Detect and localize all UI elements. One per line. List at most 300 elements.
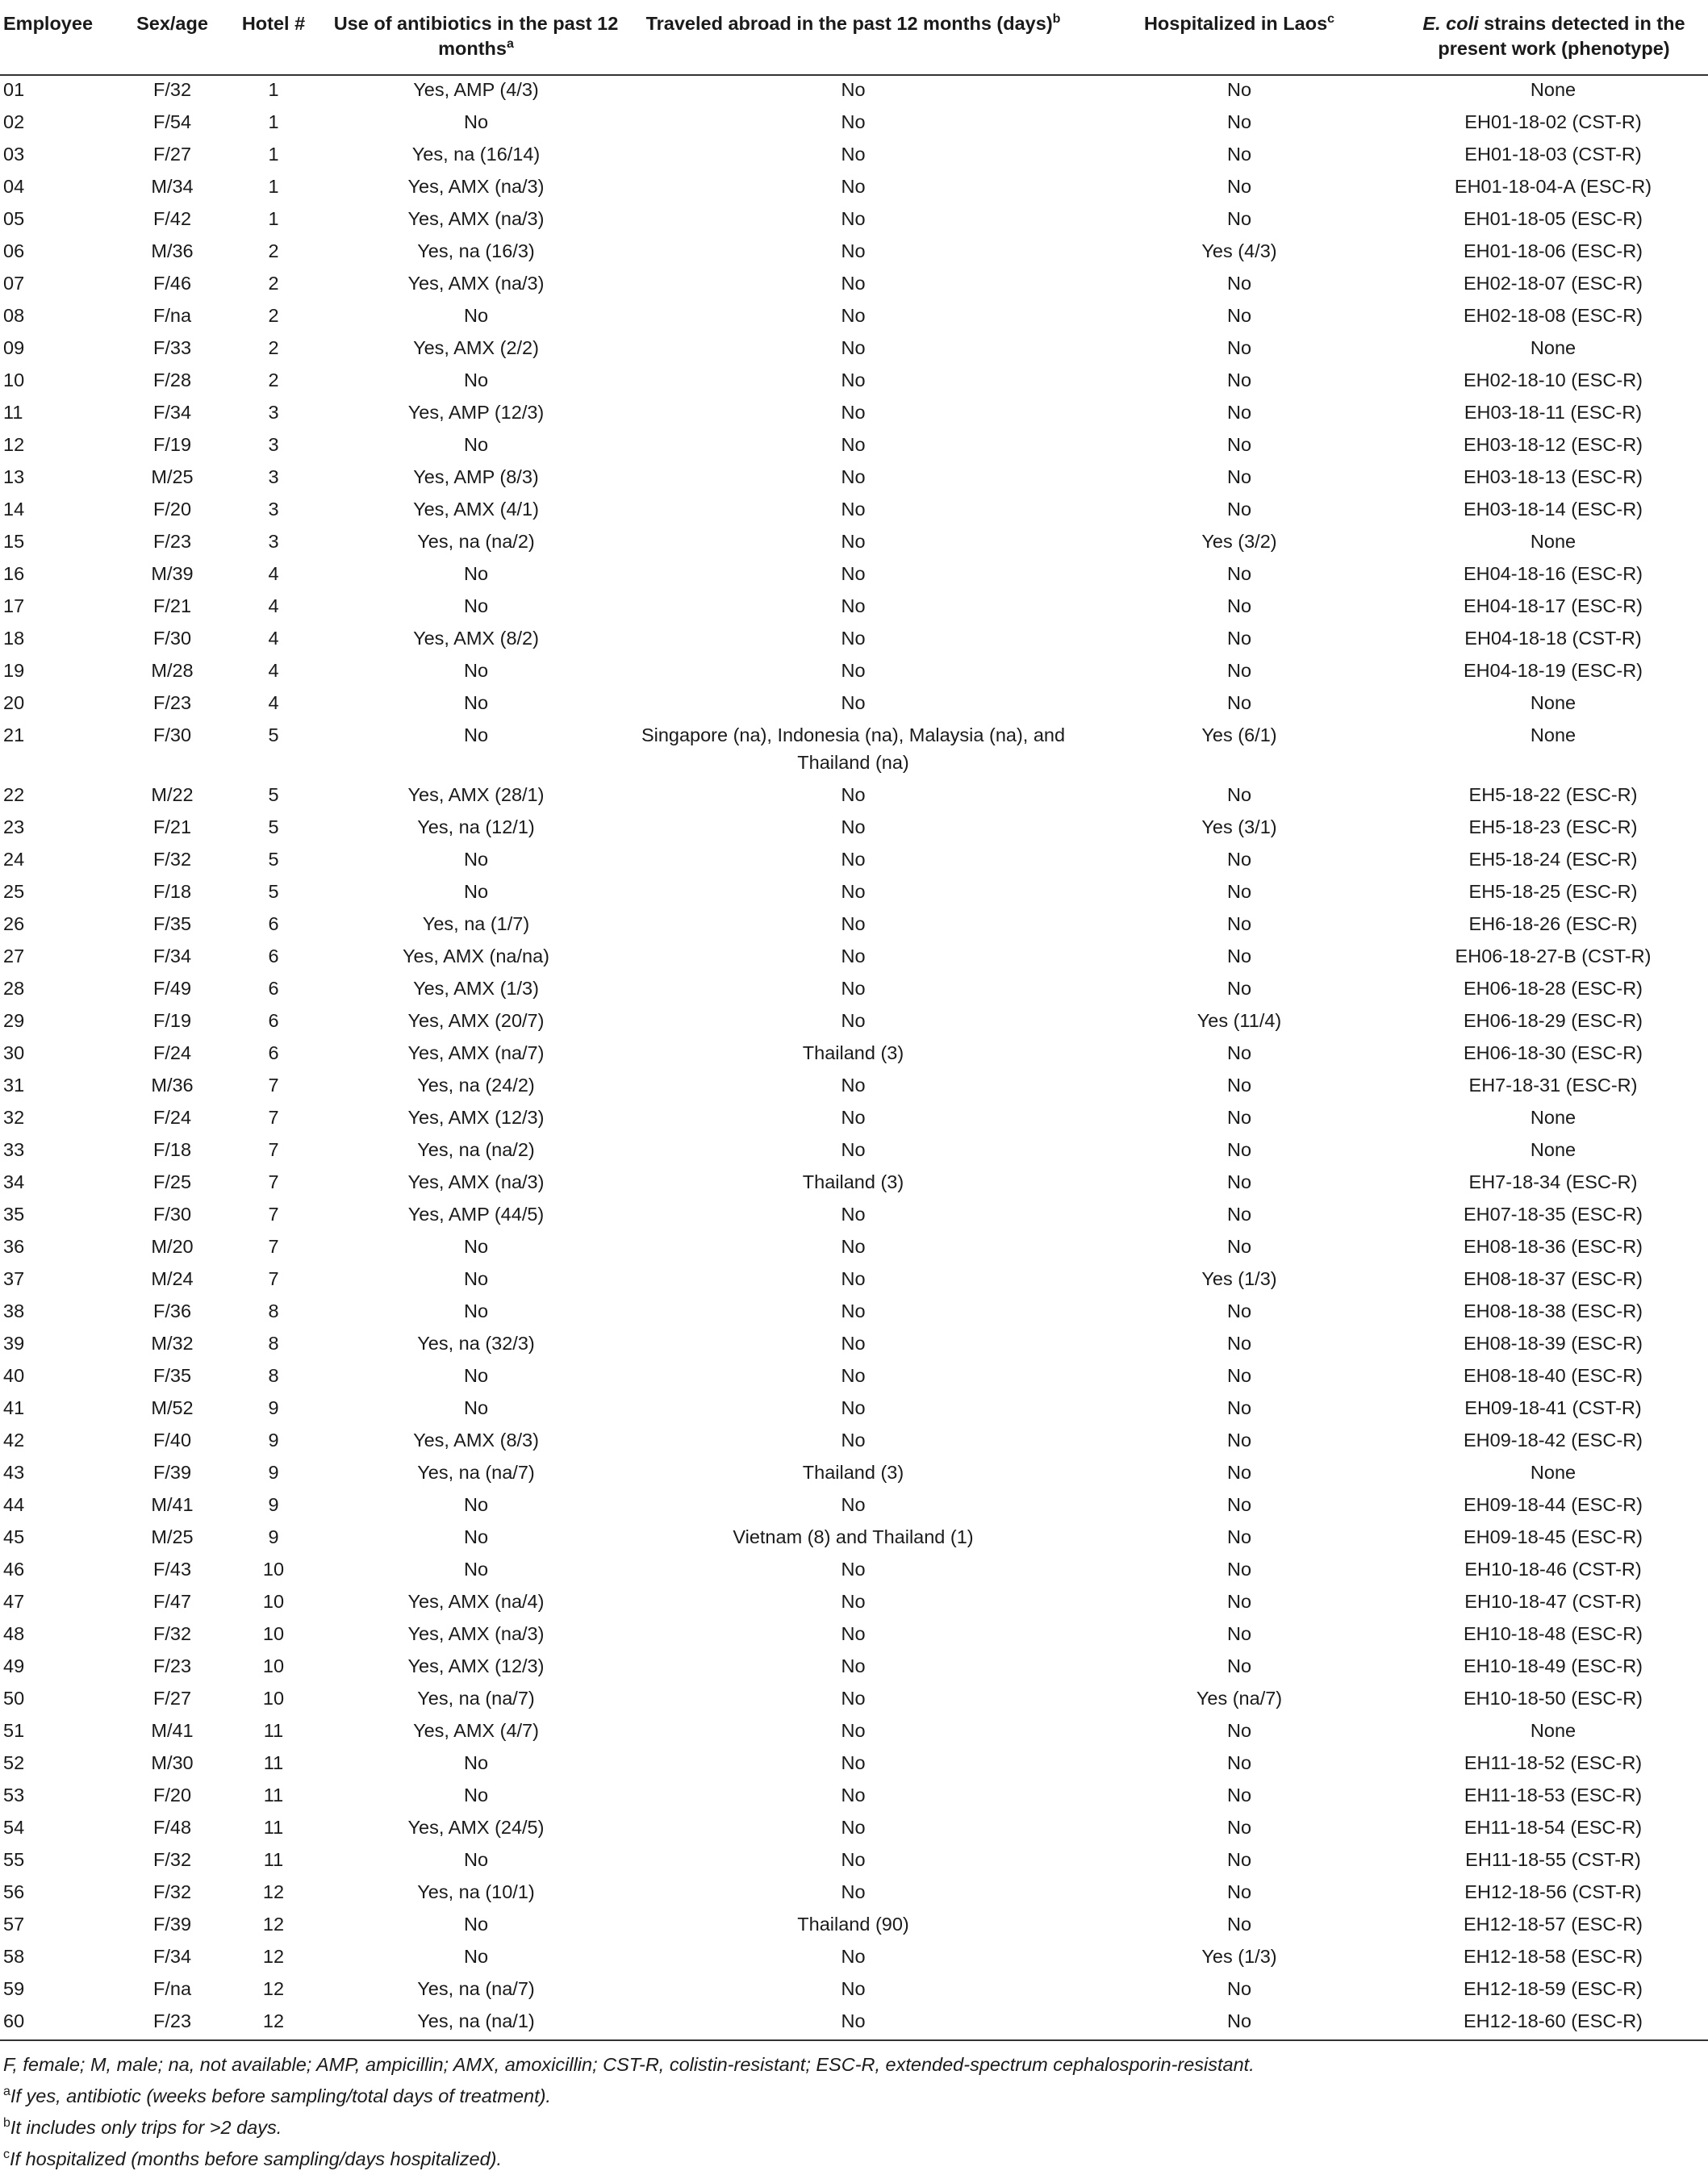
hotel-cell: 6 (268, 913, 279, 934)
table-row (0, 366, 1708, 399)
hospitalized-cell: No (1226, 434, 1252, 455)
travel-cell: No (841, 1397, 866, 1418)
strains-cell: EH11-18-53 (ESC-R) (1464, 1785, 1643, 1806)
sex-age-cell: M/32 (151, 1333, 194, 1354)
table-row (0, 1136, 1708, 1168)
table-row (0, 1684, 1708, 1717)
strains-cell: EH01-18-04-A (ESC-R) (1454, 176, 1652, 197)
strains-cell: EH03-18-11 (ESC-R) (1464, 402, 1643, 423)
sex-age-cell: F/39 (152, 1914, 192, 1935)
hospitalized-cell: No (1226, 305, 1252, 326)
table-row (0, 334, 1708, 366)
employee-cell: 40 (3, 1365, 25, 1386)
employee-cell: 11 (3, 402, 23, 423)
sex-age-cell: F/21 (152, 816, 192, 837)
travel-cell: No (841, 273, 866, 294)
hospitalized-cell: No (1226, 1365, 1252, 1386)
header-strains: E. coli strains detected in the present work (phenotype) (1397, 3, 1708, 75)
antibiotics-cell: No (463, 1236, 489, 1257)
travel-cell: No (841, 1075, 866, 1096)
strains-cell: None (1530, 1462, 1576, 1483)
header-employee: Employee (0, 3, 125, 75)
employee-cell: 44 (3, 1494, 25, 1515)
antibiotics-cell: Yes, AMP (12/3) (407, 402, 545, 423)
strains-cell: EH09-18-41 (CST-R) (1464, 1397, 1642, 1418)
hotel-cell: 8 (268, 1300, 279, 1321)
table-row (0, 431, 1708, 463)
employee-cell: 08 (3, 305, 25, 326)
travel-cell: No (841, 1946, 866, 1967)
table-row (0, 910, 1708, 942)
employee-cell: 43 (3, 1462, 25, 1483)
employee-cell: 37 (3, 1268, 25, 1289)
antibiotics-cell: No (463, 660, 489, 681)
hospitalized-cell: Yes (1/3) (1201, 1268, 1277, 1289)
hospitalized-cell: No (1226, 1623, 1252, 1644)
strains-cell: EH5-18-22 (ESC-R) (1468, 784, 1638, 805)
table-row (0, 1071, 1708, 1104)
antibiotics-cell: Yes, AMX (na/3) (407, 273, 545, 294)
hospitalized-cell: No (1226, 499, 1252, 520)
travel-cell: No (841, 1849, 866, 1870)
sex-age-cell: F/28 (152, 369, 192, 390)
employee-cell: 47 (3, 1591, 25, 1612)
table-row (0, 302, 1708, 334)
strains-cell: EH03-18-13 (ESC-R) (1463, 466, 1643, 487)
employee-cell: 22 (3, 784, 25, 805)
sex-age-cell: F/43 (152, 1559, 192, 1580)
sex-age-cell: M/28 (151, 660, 194, 681)
header-sex-age: Sex/age (125, 3, 219, 75)
antibiotics-cell: Yes, na (na/7) (417, 1688, 535, 1709)
strains-cell: EH02-18-10 (ESC-R) (1463, 369, 1643, 390)
sex-age-cell: F/23 (125, 2007, 219, 2040)
antibiotics-cell: Yes, AMX (20/7) (407, 1010, 545, 1031)
sex-age-cell: F/19 (152, 434, 192, 455)
antibiotics-cell: Yes, AMX (12/3) (407, 1107, 545, 1128)
table-row (0, 75, 1708, 108)
employee-cell: 56 (3, 1881, 25, 1902)
employee-cell: 54 (3, 1817, 25, 1838)
antibiotics-cell: Yes, na (24/2) (417, 1075, 535, 1096)
hospitalized-cell: No (1226, 208, 1252, 229)
strains-cell: EH02-18-07 (ESC-R) (1463, 273, 1643, 294)
hospitalized-cell: No (1226, 1139, 1252, 1160)
hotel-cell: 5 (268, 724, 279, 745)
strains-cell: None (1530, 692, 1576, 713)
hospitalized-cell: Yes (na/7) (1196, 1688, 1283, 1709)
sex-age-cell: F/24 (152, 1107, 192, 1128)
employee-cell: 57 (3, 1914, 25, 1935)
antibiotics-cell: Yes, AMX (na/na) (402, 946, 549, 966)
antibiotics-cell: Yes, na (16/14) (411, 144, 541, 165)
hotel-cell: 1 (268, 208, 279, 229)
strains-cell: EH11-18-54 (ESC-R) (1464, 1817, 1643, 1838)
hotel-cell: 4 (268, 595, 279, 616)
employee-cell: 23 (3, 816, 25, 837)
table-row (0, 942, 1708, 975)
hotel-cell: 12 (262, 1881, 285, 1902)
table-row (0, 1620, 1708, 1652)
sex-age-cell: F/27 (152, 1688, 192, 1709)
hospitalized-cell: Yes (3/2) (1201, 531, 1277, 552)
table-row (0, 1846, 1708, 1878)
travel-cell: No (841, 563, 866, 584)
table-row (0, 1394, 1708, 1426)
sex-age-cell: M/30 (151, 1752, 194, 1773)
table-row (0, 1910, 1708, 1943)
strains-cell: EH06-18-28 (ESC-R) (1463, 978, 1643, 999)
hospitalized-cell: No (1226, 1785, 1252, 1806)
employee-cell: 14 (3, 499, 25, 520)
antibiotics-cell: Yes, AMX (24/5) (407, 1817, 545, 1838)
sex-age-cell: M/22 (151, 784, 194, 805)
hotel-cell: 1 (268, 111, 279, 132)
footnote-mark-c: c (1327, 12, 1335, 27)
hospitalized-cell: No (1226, 1591, 1252, 1612)
employee-cell: 55 (3, 1849, 25, 1870)
antibiotics-cell: Yes, AMX (na/3) (407, 176, 545, 197)
hospitalized-cell: No (1226, 1107, 1252, 1128)
travel-cell: No (841, 337, 866, 358)
travel-cell: No (841, 628, 866, 649)
table-row (0, 657, 1708, 689)
hospitalized-cell: No (1226, 1559, 1252, 1580)
footnote-mark-a: a (506, 37, 514, 52)
table-row (0, 1426, 1708, 1459)
sex-age-cell: F/20 (152, 499, 192, 520)
antibiotics-cell: No (463, 1397, 489, 1418)
footnote-b: $^b$It includes only trips for >2 days. (3, 2116, 282, 2138)
hospitalized-cell: No (1226, 176, 1252, 197)
antibiotics-cell: Yes, AMX (4/7) (413, 1720, 539, 1741)
antibiotics-cell: No (463, 1526, 489, 1547)
table-row (0, 1814, 1708, 1846)
strains-cell: EH11-18-52 (ESC-R) (1464, 1752, 1643, 1773)
table-row (0, 1168, 1708, 1200)
employee-cell: 09 (3, 337, 25, 358)
employee-cell: 53 (3, 1785, 25, 1806)
travel-cell: No (841, 595, 866, 616)
hotel-cell: 4 (268, 628, 279, 649)
hospitalized-cell: No (1226, 1881, 1252, 1902)
strains-cell: EH12-18-60 (ESC-R) (1397, 2007, 1708, 2040)
employee-cell: 27 (3, 946, 25, 966)
employee-cell: 38 (3, 1300, 25, 1321)
employee-cell: 13 (3, 466, 25, 487)
hotel-cell: 7 (268, 1075, 279, 1096)
hospitalized-cell: Yes (1/3) (1201, 1946, 1277, 1967)
employee-cell: 45 (3, 1526, 25, 1547)
sex-age-cell: M/36 (151, 240, 194, 261)
table-row (0, 1523, 1708, 1555)
hospitalized-cell: No (1226, 402, 1252, 423)
hotel-cell: 4 (268, 660, 279, 681)
hospitalized-cell: No (1226, 1397, 1252, 1418)
strains-cell: EH03-18-12 (ESC-R) (1463, 434, 1643, 455)
hospitalized-cell: No (1226, 1042, 1252, 1063)
sex-age-cell: F/36 (152, 1300, 192, 1321)
hotel-cell: 6 (268, 1010, 279, 1031)
antibiotics-cell: No (463, 1494, 489, 1515)
travel-cell: No (841, 208, 866, 229)
hospitalized-cell: No (1226, 563, 1252, 584)
sex-age-cell: F/54 (152, 111, 192, 132)
strains-cell: EH06-18-30 (ESC-R) (1463, 1042, 1643, 1063)
travel-cell: No (841, 1591, 866, 1612)
strains-cell: EH10-18-50 (ESC-R) (1463, 1688, 1643, 1709)
employee-cell: 04 (3, 176, 25, 197)
strains-cell: None (1530, 337, 1576, 358)
table-row (0, 1878, 1708, 1910)
strains-cell: None (1530, 724, 1576, 745)
antibiotics-cell: Yes, AMP (44/5) (407, 1204, 545, 1225)
strains-cell: EH10-18-47 (CST-R) (1464, 1591, 1642, 1612)
table-row (0, 624, 1708, 657)
antibiotics-cell: No (463, 1785, 489, 1806)
travel-cell: No (841, 1494, 866, 1515)
travel-cell: No (841, 240, 866, 261)
travel-cell: No (841, 1623, 866, 1644)
table-row (0, 1265, 1708, 1297)
employee-cell: 02 (3, 111, 25, 132)
antibiotics-cell: Yes, AMX (na/7) (407, 1042, 545, 1063)
table-header (0, 3, 1708, 75)
travel-cell: No (841, 1268, 866, 1289)
hospitalized-cell: No (1226, 881, 1252, 902)
hotel-cell: 12 (219, 2007, 328, 2040)
sex-age-cell: F/32 (152, 1881, 192, 1902)
hotel-cell: 5 (268, 784, 279, 805)
hospitalized-cell: Yes (6/1) (1201, 724, 1277, 745)
table-row (0, 1781, 1708, 1814)
employee-cell: 03 (3, 144, 25, 165)
hotel-cell: 3 (268, 499, 279, 520)
antibiotics-cell: Yes, AMX (8/3) (413, 1430, 539, 1451)
travel-cell: No (841, 402, 866, 423)
travel-cell: No (841, 79, 866, 100)
hospitalized-cell: No (1226, 595, 1252, 616)
employee-cell: 07 (3, 273, 25, 294)
antibiotics-cell: Yes, AMX (28/1) (407, 784, 545, 805)
table-row (0, 813, 1708, 845)
sex-age-cell: F/30 (152, 1204, 192, 1225)
table-row (0, 592, 1708, 624)
strains-cell: None (1530, 531, 1576, 552)
hospitalized-cell: Yes (11/4) (1196, 1010, 1282, 1031)
employee-cell: 06 (3, 240, 25, 261)
antibiotics-cell: No (463, 692, 489, 713)
hospitalized-cell: No (1226, 692, 1252, 713)
employee-cell: 15 (3, 531, 25, 552)
antibiotics-cell: Yes, AMX (1/3) (413, 978, 539, 999)
employee-cell: 49 (3, 1655, 25, 1676)
hospitalized-cell: No (1226, 1914, 1252, 1935)
hotel-cell: 7 (268, 1139, 279, 1160)
hospitalized-cell: No (1226, 1171, 1252, 1192)
hospitalized-cell: No (1226, 111, 1252, 132)
antibiotics-cell: No (463, 1946, 489, 1967)
strains-cell: EH02-18-08 (ESC-R) (1463, 305, 1643, 326)
sex-age-cell: F/32 (152, 1623, 192, 1644)
hotel-cell: 7 (268, 1268, 279, 1289)
sex-age-cell: F/34 (152, 1946, 192, 1967)
employee-cell: 52 (3, 1752, 25, 1773)
sex-age-cell: M/24 (151, 1268, 194, 1289)
employee-cell: 48 (3, 1623, 25, 1644)
hotel-cell: 3 (268, 531, 279, 552)
antibiotics-cell: No (463, 1914, 489, 1935)
hotel-cell: 5 (268, 881, 279, 902)
hospitalized-cell: No (1226, 1526, 1252, 1547)
sex-age-cell: F/23 (152, 531, 192, 552)
employee-cell: 30 (3, 1042, 25, 1063)
hospitalized-cell: No (1226, 978, 1252, 999)
travel-cell: No (841, 1107, 866, 1128)
hotel-cell: 3 (268, 402, 279, 423)
employee-cell: 50 (3, 1688, 25, 1709)
sex-age-cell: F/49 (152, 978, 192, 999)
sex-age-cell: M/39 (151, 563, 194, 584)
hospitalized-cell: No (1226, 1494, 1252, 1515)
hotel-cell: 12 (262, 1978, 285, 1999)
header-travel: Traveled abroad in the past 12 months (days)$^b$ (624, 3, 1082, 75)
employee-cell: 21 (3, 724, 25, 745)
sex-age-cell: F/34 (152, 946, 192, 966)
travel-cell: No (841, 434, 866, 455)
employee-cell: 17 (3, 595, 25, 616)
travel-cell: No (841, 660, 866, 681)
employee-cell: 58 (3, 1946, 25, 1967)
antibiotics-cell: Yes, na (1/7) (422, 913, 530, 934)
hotel-cell: 9 (268, 1526, 279, 1547)
table-row (0, 205, 1708, 237)
employee-cell: 41 (3, 1397, 25, 1418)
table-row (0, 1330, 1708, 1362)
header-hospitalized: Hospitalized in Laos$^c$ (1082, 3, 1397, 75)
strains-cell: EH10-18-48 (ESC-R) (1463, 1623, 1643, 1644)
antibiotics-cell: Yes, AMP (8/3) (413, 466, 539, 487)
hotel-cell: 10 (262, 1688, 285, 1709)
antibiotics-cell: No (463, 849, 489, 870)
strains-cell: EH10-18-49 (ESC-R) (1463, 1655, 1643, 1676)
sex-age-cell: F/35 (152, 913, 192, 934)
travel-cell: Thailand (3) (802, 1462, 904, 1483)
strains-cell: EH04-18-19 (ESC-R) (1463, 660, 1643, 681)
hospitalized-cell: No (1226, 946, 1252, 966)
strains-cell: EH08-18-38 (ESC-R) (1463, 1300, 1643, 1321)
employee-cell: 12 (3, 434, 25, 455)
travel-cell: No (841, 369, 866, 390)
hotel-cell: 10 (262, 1655, 285, 1676)
table-row (0, 1588, 1708, 1620)
table-footnotes (0, 2041, 1708, 2175)
hospitalized-cell: Yes (3/1) (1201, 816, 1277, 837)
hotel-cell: 7 (268, 1107, 279, 1128)
strains-cell: EH10-18-46 (CST-R) (1464, 1559, 1642, 1580)
antibiotics-cell: Yes, na (na/1) (328, 2007, 624, 2040)
table-row (0, 1975, 1708, 2007)
travel-cell: No (841, 1785, 866, 1806)
table-row (0, 1297, 1708, 1330)
strains-cell: EH5-18-25 (ESC-R) (1468, 881, 1638, 902)
travel-cell: No (841, 978, 866, 999)
travel-cell: No (841, 466, 866, 487)
hospitalized-cell: No (1226, 1752, 1252, 1773)
hotel-cell: 2 (268, 305, 279, 326)
employee-cell: 26 (3, 913, 25, 934)
hotel-cell: 10 (262, 1623, 285, 1644)
employee-cell: 01 (3, 79, 25, 100)
travel-cell: Singapore (na), Indonesia (na), Malaysia (na), and Thailand (na) (641, 724, 1066, 773)
table-row (0, 560, 1708, 592)
sex-age-cell: F/42 (152, 208, 192, 229)
hotel-cell: 6 (268, 978, 279, 999)
travel-cell: No (841, 1430, 866, 1451)
employee-cell: 24 (3, 849, 25, 870)
table-row (0, 495, 1708, 528)
travel-cell: Vietnam (8) and Thailand (1) (733, 1526, 974, 1547)
hotel-cell: 6 (268, 946, 279, 966)
antibiotics-cell: No (463, 1559, 489, 1580)
footnote-mark-b: b (1052, 12, 1061, 27)
table-row (0, 463, 1708, 495)
table-row (0, 1039, 1708, 1071)
strains-cell: EH12-18-56 (CST-R) (1464, 1881, 1642, 1902)
hotel-cell: 9 (268, 1494, 279, 1515)
strains-cell: EH7-18-31 (ESC-R) (1468, 1075, 1638, 1096)
table-row (0, 689, 1708, 721)
hotel-cell: 11 (263, 1785, 284, 1806)
antibiotics-cell: Yes, AMP (4/3) (413, 79, 539, 100)
travel-cell: No (841, 1010, 866, 1031)
travel-cell: No (841, 1881, 866, 1902)
employee-cell: 10 (3, 369, 25, 390)
table-row (0, 140, 1708, 173)
travel-cell: No (841, 1236, 866, 1257)
sex-age-cell: F/19 (152, 1010, 192, 1031)
hospitalized-cell: No (1226, 1462, 1252, 1483)
sex-age-cell: M/52 (151, 1397, 194, 1418)
strains-cell: None (1530, 1720, 1576, 1741)
sex-age-cell: F/30 (152, 628, 192, 649)
employee-cell: 59 (3, 1978, 25, 1999)
strains-cell: EH07-18-35 (ESC-R) (1463, 1204, 1643, 1225)
travel-cell: No (841, 1720, 866, 1741)
sex-age-cell: F/21 (152, 595, 192, 616)
strains-cell: EH5-18-24 (ESC-R) (1468, 849, 1638, 870)
hotel-cell: 10 (262, 1559, 285, 1580)
hospitalized-cell: No (1226, 1300, 1252, 1321)
sex-age-cell: F/20 (152, 1785, 192, 1806)
strains-cell: EH11-18-55 (CST-R) (1465, 1849, 1641, 1870)
sex-age-cell: F/27 (152, 144, 192, 165)
hotel-cell: 4 (268, 563, 279, 584)
sex-age-cell: F/34 (152, 402, 192, 423)
strains-cell: EH01-18-06 (ESC-R) (1463, 240, 1643, 261)
hotel-cell: 9 (268, 1462, 279, 1483)
table-row (0, 721, 1708, 781)
travel-cell: No (841, 913, 866, 934)
travel-cell: No (841, 1300, 866, 1321)
antibiotics-cell: Yes, AMX (na/3) (407, 1171, 545, 1192)
travel-cell: No (841, 1365, 866, 1386)
sex-age-cell: M/20 (151, 1236, 194, 1257)
sex-age-cell: F/18 (152, 881, 192, 902)
table-row (0, 975, 1708, 1007)
antibiotics-cell: Yes, na (16/3) (417, 240, 535, 261)
footnote-abbreviations: F, female; M, male; na, not available; AMP, ampicillin; AMX, amoxicillin; CST-R, colistin-resistant; ESC-R, extended-spectrum cephalosporin-resistant. (3, 2054, 1255, 2075)
